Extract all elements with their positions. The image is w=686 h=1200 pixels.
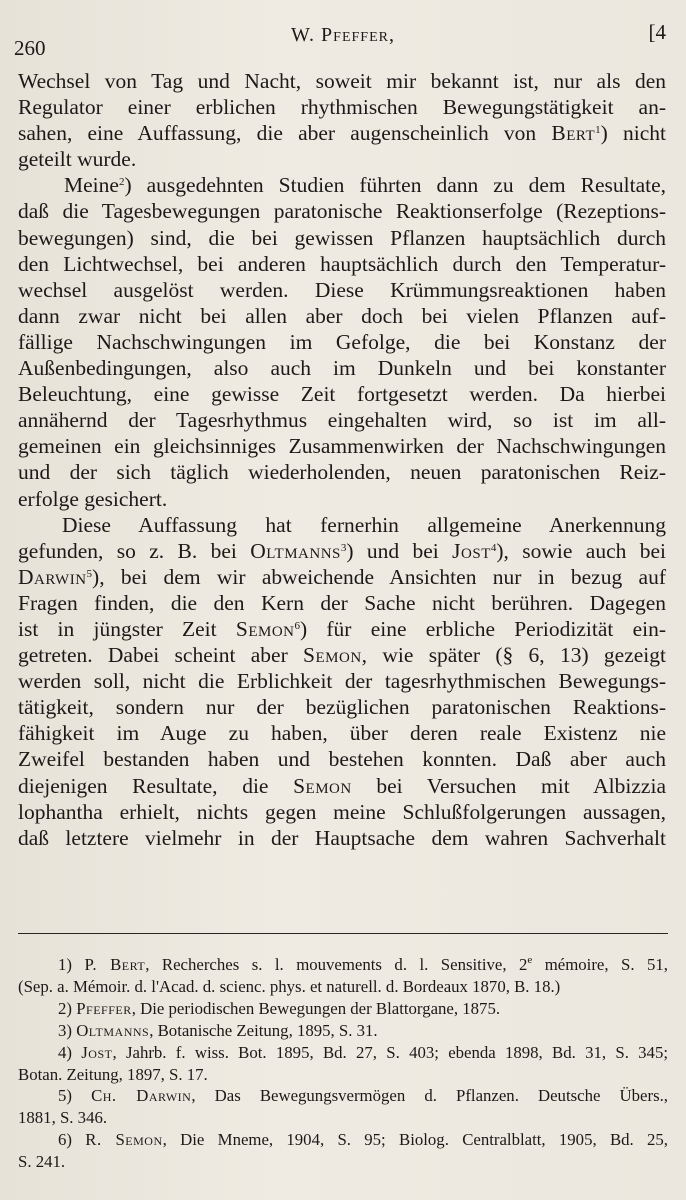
author-oltmanns: Oltmanns [250,538,341,563]
text-line: Zweifel bestanden haben und bestehen konnten. Daß aber auch [18,747,666,772]
text-line: dann zwar nicht bei allen aber doch bei vielen Pflanzen auf- [18,303,666,328]
footnote-4: 4) Jost, Jahrb. f. wiss. Bot. 1895, Bd. 27, S. 403; ebenda 1898, Bd. 31, S. 345; [58,1042,669,1062]
page-number: 260 [14,36,46,60]
text-line: Fragen finden, die den Kern der Sache nicht berühren. Dagegen [18,590,666,615]
main-text [18,68,666,851]
footnote-6-cont: S. 241. [18,1152,66,1172]
footnote-1: 1) P. Bert, Recherches s. l. mouvements d. l. Sensitive, 2e mémoire, S. 51, [58,954,668,974]
text-line: Außenbedingungen, also auch im Dunkeln und bei konstanter [18,356,666,381]
text-line: tätigkeit, sondern nur der bezüglichen paratonischen Reaktions- [18,695,666,720]
text-line: getreten. Dabei scheint aber Semon, wie später (§ 6, 13) gezeigt [18,643,666,668]
author-semon: Semon [235,616,295,641]
footnote-ref: 5 [86,567,93,580]
author-jost: Jost [452,538,491,563]
text-line: fähigkeit im Auge zu haben, über deren reale Existenz nie [18,721,666,746]
text-line: Diese Auffassung hat fernerhin allgemeine Anerkennung [62,512,666,537]
text-line: annähernd der Tagesrhythmus eingehalten wird, so ist im all- [18,408,666,433]
author-darwin: Darwin [18,564,87,589]
footnote-4-cont: Botan. Zeitung, 1897, S. 17. [18,1064,208,1084]
text-line: geteilt wurde. [18,147,137,172]
footnote-ref: 3 [340,541,347,554]
author-semon: Semon [303,643,362,668]
page-header [0,18,686,58]
footnote-3: 3) Oltmanns, Botanische Zeitung, 1895, S. 31. [58,1020,378,1040]
footnote-2: 2) Pfeffer, Die periodischen Bewegungen der Blattorgane, 1875. [58,998,501,1018]
text-line: wechsel ausgelöst werden. Diese Krümmungsreaktionen haben [18,277,666,302]
footnote-6: 6) R. Semon, Die Mneme, 1904, S. 95; Biolog. Centralblatt, 1905, Bd. 25, [58,1130,668,1150]
footnote-ref: 2 [118,176,125,189]
text-line: bewegungen) sind, die bei gewissen Pflanzen hauptsächlich durch [18,225,666,250]
text-line: den Lichtwechsel, bei anderen hauptsächlich durch den Temperatur- [18,251,666,276]
text-line: Regulator einer erblichen rhythmischen Bewegungstätigkeit an- [18,95,666,120]
text-line: Beleuchtung, eine gewisse Zeit fortgesetzt werden. Da hierbei [18,382,666,407]
running-head: W. Pfeffer, [291,24,395,46]
text-line: daß letztere vielmehr in der Hauptsache dem wahren Sachverhalt [18,825,666,850]
footnote-5: 5) Ch. Darwin, Das Bewegungsvermögen d. Pflanzen. Deutsche Übers., [58,1086,668,1106]
footnote-5-cont: 1881, S. 346. [18,1108,108,1128]
text-line: daß die Tagesbewegungen paratonische Reaktionserfolge (Rezeptions- [18,199,666,224]
text-line: diejenigen Resultate, die Semon bei Versuchen mit Albizzia [18,773,666,798]
footnote-ref: 4 [490,541,497,554]
footnote-divider [18,933,668,934]
author-bert: Bert [551,121,596,146]
text-line: Darwin$^5$), bei dem wir abweichende Ansichten nur in bezug auf [18,564,666,589]
text-line: und der sich täglich wiederholenden, neuen paratonischen Reiz- [18,460,666,485]
text-line: Meine$^2$) ausgedehnten Studien führten dann zu dem Resultate, [64,173,666,198]
footnote-ref: 1 [595,124,601,137]
footnotes [18,954,668,1173]
text-line: sahen, eine Auffassung, die aber augenscheinlich von Bert$^1$) nicht [18,121,666,146]
text-line: erfolge gesichert. [18,486,168,511]
footnote-ref: 6 [294,619,300,632]
author-semon: Semon [293,773,352,798]
text-line: gefunden, so z. B. bei Oltmanns$^3$) und bei Jost$^4$), sowie auch bei [18,538,667,563]
section-mark: [4 [648,20,666,44]
text-line: lophantha erhielt, nichts gegen meine Schlußfolgerungen aussagen, [18,799,666,824]
text-line: Wechsel von Tag und Nacht, soweit mir bekannt ist, nur als den [18,69,666,93]
footnote-1-cont: (Sep. a. Mémoir. d. l'Acad. d. scienc. phys. et naturell. d. Bordeaux 1870, B. 18.) [18,976,561,996]
text-line: werden soll, nicht die Erblichkeit der tagesrhythmischen Bewegungs- [18,669,666,694]
text-line: ist in jüngster Zeit Semon$^6$) für eine erbliche Periodizität ein- [18,616,666,641]
text-line: fällige Nachschwingungen im Gefolge, die bei Konstanz der [18,329,666,354]
text-line: gemeinen ein gleichsinniges Zusammenwirken der Nachschwingungen [18,434,666,459]
